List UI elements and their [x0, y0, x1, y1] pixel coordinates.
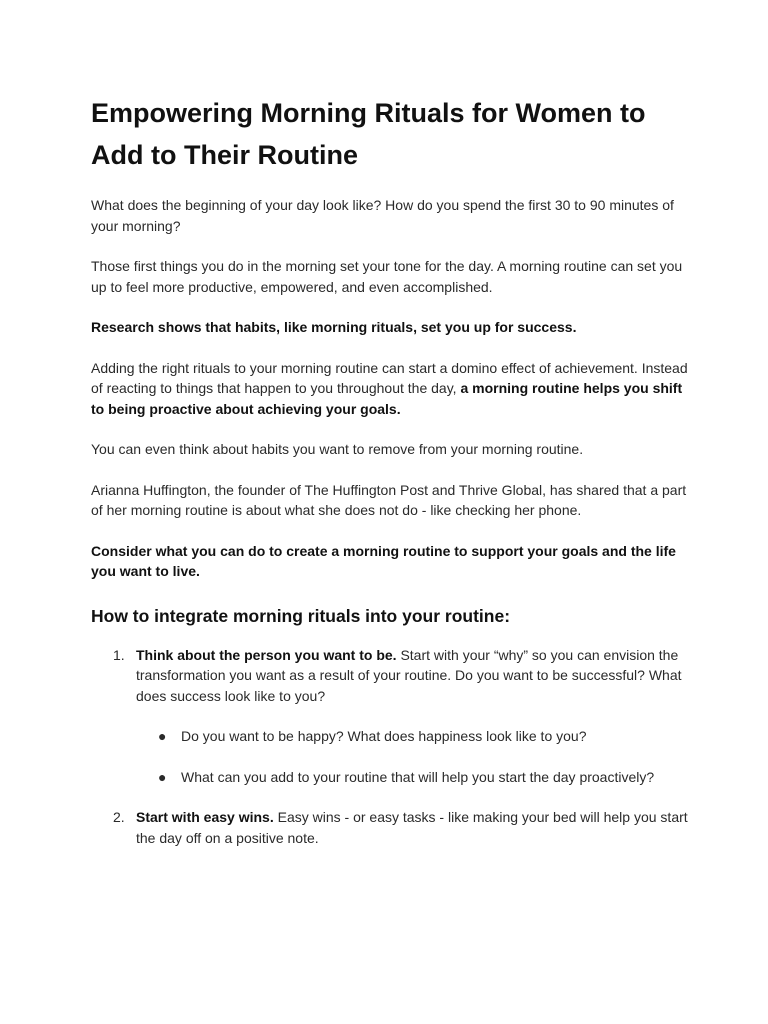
sub-bullet-list [136, 726, 691, 787]
bullet-icon: ● [158, 728, 167, 744]
consider-bold-text: Consider what you can do to create a morning routine to support your goals and the life you want to live. [91, 542, 676, 579]
step-item [91, 807, 691, 848]
step-number: 2. [113, 809, 125, 825]
step-bold-text: Think about the person you want to be. [136, 646, 397, 663]
domino-bold-text: a morning routine helps you shift to being proactive about achieving your goals. [91, 380, 683, 417]
domino-paragraph [91, 358, 691, 420]
bullet-item [136, 767, 691, 788]
step-item [91, 645, 691, 788]
research-paragraph [91, 317, 691, 338]
bullet-item [136, 726, 691, 747]
bullet-icon: ● [158, 768, 167, 785]
intro-paragraph: What does the beginning of your day look like? How do you spend the first 30 to 90 minutes of your morning? [91, 197, 674, 234]
morning-tone-paragraph: Those first things you do in the morning set your tone for the day. A morning routine can set you up to feel more productive, empowered, and even accomplished. [91, 258, 683, 295]
section-heading: How to integrate morning rituals into your routine: [91, 605, 511, 626]
consider-paragraph [91, 541, 691, 582]
step-bold-text: Start with easy wins. [136, 809, 274, 825]
remove-habits-paragraph: You can even think about habits you want to remove from your morning routine. [91, 441, 584, 457]
step-text: Start with your “why” so you can envision the transformation you want as a result of your routine. Do you want to be successful? What does success look like to you? [136, 646, 682, 704]
bullet-text: What can you add to your routine that will help you start the day proactively? [181, 768, 655, 785]
document-content [91, 92, 691, 848]
bullet-text: Do you want to be happy? What does happiness look like to you? [181, 728, 587, 744]
page-title: Empowering Morning Rituals for Women to Add to Their Routine [91, 98, 646, 170]
huffington-paragraph: Arianna Huffington, the founder of The Huffington Post and Thrive Global, has shared that a part of her morning routine is about what she does not do - like checking her phone. [91, 481, 687, 518]
domino-text: Adding the right rituals to your morning routine can start a domino effect of achievement. Instead of reacting to things that happen to you throughout the day, [91, 359, 688, 396]
steps-list [91, 645, 691, 849]
step-text: Easy wins - or easy tasks - like making your bed will help you start the day off on a positive note. [136, 809, 688, 846]
research-bold-text: Research shows that habits, like morning rituals, set you up for success. [91, 319, 577, 335]
step-number: 1. [113, 646, 125, 663]
